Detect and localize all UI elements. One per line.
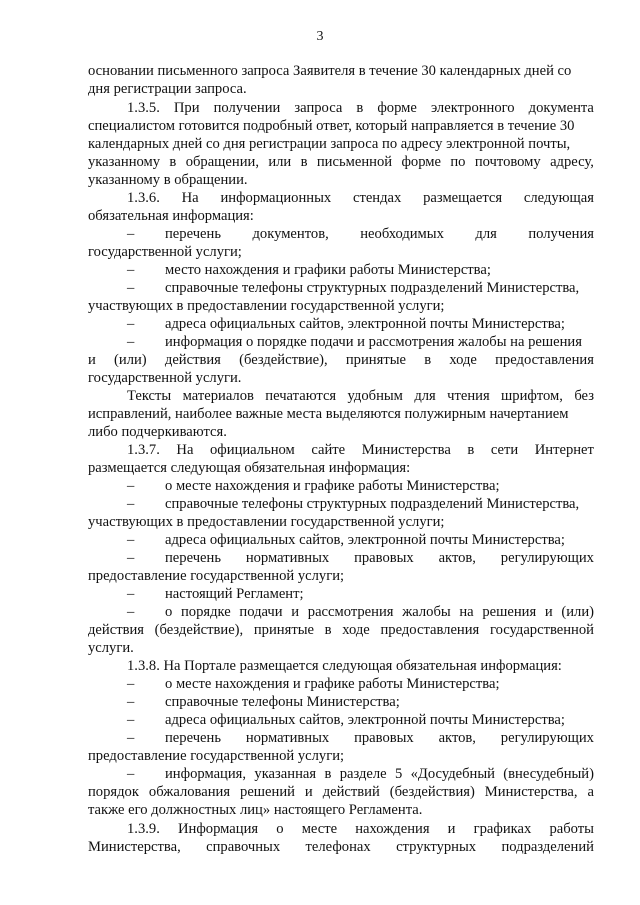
dash-bullet: – [127, 316, 135, 332]
paragraph-1-3-9-first-line [127, 820, 594, 838]
word: перечень [165, 226, 221, 242]
word: (или) [114, 352, 147, 368]
word: электронного [430, 100, 515, 116]
text-line: также его должностных лиц» настоящего Регламента. [88, 802, 423, 818]
word: информационных [220, 190, 332, 206]
text-line: основании письменного запроса Заявителя в течение 30 календарных дней со [88, 63, 572, 79]
word: (внесудебный) [503, 766, 594, 782]
word: 1.3.6. [127, 190, 160, 206]
word: Тексты [127, 388, 172, 404]
word: а [587, 784, 594, 800]
word: графиках [473, 821, 532, 837]
word: 1.3.9. [127, 821, 160, 837]
list-item-text: место нахождения и графики работы Министерства; [165, 262, 491, 278]
word: в [324, 766, 332, 782]
word: получения [528, 226, 594, 242]
text-line: размещается следующая обязательная информация: [88, 460, 411, 476]
word: сети [490, 442, 519, 458]
word: справочных [206, 839, 281, 855]
word: документов, [252, 226, 329, 242]
word: стендах [352, 190, 402, 206]
word: шрифтом, [501, 388, 563, 404]
paragraph-texts-first-line [127, 387, 594, 405]
word: Министерства, [484, 784, 578, 800]
list-item-text [165, 549, 594, 567]
word: (или) [561, 604, 594, 620]
list-item-text [165, 765, 594, 783]
word: указанная [254, 766, 317, 782]
word: 1.3.7. [127, 442, 160, 458]
word: месте [301, 821, 338, 837]
list-item [88, 477, 594, 495]
word: Интернет [534, 442, 594, 458]
dash-bullet: – [127, 550, 135, 566]
text-line: участвующих в предоставлении государственной услуги; [88, 514, 445, 530]
dash-bullet: – [127, 730, 135, 746]
text-line: предоставление государственной услуги; [88, 568, 345, 584]
word: печатаются [265, 388, 337, 404]
text-line [88, 351, 594, 369]
list-item [88, 729, 594, 747]
page-number: 3 [316, 29, 324, 44]
word: получении [213, 100, 281, 116]
word: сайте [311, 442, 346, 458]
word: порядок [88, 784, 139, 800]
word: в [356, 100, 364, 116]
paragraph-1-3-8-first-line: 1.3.8. На Портале размещается следующая обязательная информация: [127, 658, 562, 674]
word: подачи [239, 604, 283, 620]
word: форме [377, 100, 417, 116]
text-line [88, 153, 594, 171]
list-item [88, 711, 594, 729]
text-line: календарных дней со дня регистрации запроса по адресу электронной почты, [88, 136, 571, 152]
word: или [268, 154, 292, 170]
word: (бездействия) [389, 784, 475, 800]
word: подразделений [501, 839, 594, 855]
word: официальном [210, 442, 295, 458]
word: без [574, 388, 594, 404]
word: 1.3.5. [127, 100, 160, 116]
word: и [291, 604, 300, 620]
word: в [300, 154, 308, 170]
word: нормативных [245, 730, 330, 746]
word: письменной [316, 154, 393, 170]
word: рассмотрения [307, 604, 394, 620]
list-item [88, 495, 594, 513]
word: Министерства, [88, 839, 181, 855]
list-item-text: о месте нахождения и графике работы Министерства; [165, 478, 500, 494]
word: в [467, 442, 475, 458]
text-line: государственной услуги. [88, 370, 242, 386]
word: форме [401, 154, 441, 170]
word: действия [88, 622, 144, 638]
text-line: специалистом готовится подробный ответ, который направляется в течение 30 [88, 118, 575, 134]
list-item-text: адреса официальных сайтов, электронной почты Министерства; [165, 532, 565, 548]
list-item-text [165, 225, 594, 243]
word: принятые [345, 352, 406, 368]
word: следующая [523, 190, 594, 206]
list-item [88, 333, 594, 351]
list-item [88, 549, 594, 567]
word: (бездействие), [154, 622, 244, 638]
list-item [88, 261, 594, 279]
word: ходе [342, 622, 370, 638]
word: по [450, 154, 466, 170]
list-item [88, 279, 594, 297]
dash-bullet: – [127, 280, 135, 296]
text-line: либо подчеркиваются. [88, 424, 227, 440]
word: для [475, 226, 497, 242]
dash-bullet: – [127, 712, 135, 728]
list-item [88, 603, 594, 621]
dash-bullet: – [127, 496, 135, 512]
word: разделе [339, 766, 387, 782]
dash-bullet: – [127, 478, 135, 494]
word: нормативных [245, 550, 330, 566]
word: указанному [88, 154, 161, 170]
dash-bullet: – [127, 262, 135, 278]
word: актов, [438, 730, 476, 746]
word: о [165, 604, 173, 620]
word: информация, [165, 766, 247, 782]
list-item [88, 225, 594, 243]
word: актов, [438, 550, 476, 566]
word: предоставления [495, 352, 594, 368]
word: «Досудебный [410, 766, 495, 782]
word: перечень [165, 730, 221, 746]
word: запроса [294, 100, 343, 116]
text-line: исправлений, наиболее важные места выделяются полужирным начертанием [88, 406, 569, 422]
word: ходе [449, 352, 477, 368]
word: документа [528, 100, 594, 116]
word: решения [482, 604, 537, 620]
word: государственной [489, 622, 594, 638]
word: Министерства [361, 442, 451, 458]
word: (бездействие), [239, 352, 328, 368]
word: принятые [253, 622, 314, 638]
list-item [88, 585, 594, 603]
dash-bullet: – [127, 532, 135, 548]
word: и [88, 352, 96, 368]
list-item [88, 675, 594, 693]
paragraph-1-3-6-first-line [127, 189, 594, 207]
word: адресу, [550, 154, 594, 170]
word: структурных [396, 839, 477, 855]
list-item [88, 693, 594, 711]
list-item [88, 765, 594, 783]
list-item-text: адреса официальных сайтов, электронной почты Министерства; [165, 316, 565, 332]
list-item-text: настоящий Регламент; [165, 586, 304, 602]
dash-bullet: – [127, 604, 135, 620]
word: При [173, 100, 200, 116]
word: регулирующих [500, 730, 594, 746]
dash-bullet: – [127, 226, 135, 242]
word: решений [240, 784, 295, 800]
text-line [88, 621, 594, 639]
word: На [181, 190, 199, 206]
list-item [88, 315, 594, 333]
text-line: предоставление государственной услуги; [88, 748, 345, 764]
list-item-text: адреса официальных сайтов, электронной почты Министерства; [165, 712, 565, 728]
list-item-text [165, 603, 594, 621]
list-item [88, 531, 594, 549]
text-line: указанному в обращении. [88, 172, 248, 188]
paragraph-1-3-7-first-line [127, 441, 594, 459]
word: о [276, 821, 284, 837]
list-item-text: справочные телефоны Министерства; [165, 694, 400, 710]
word: в [324, 622, 332, 638]
word: Информация [177, 821, 259, 837]
word: действия [164, 352, 221, 368]
word: действий [322, 784, 380, 800]
word: на [459, 604, 474, 620]
word: предоставления [380, 622, 480, 638]
text-line [88, 783, 594, 801]
word: и [544, 604, 553, 620]
word: правовых [354, 730, 414, 746]
list-item-text: о месте нахождения и графике работы Министерства; [165, 676, 500, 692]
word: необходимых [360, 226, 444, 242]
word: и [447, 821, 456, 837]
text-line [88, 838, 594, 856]
word: материалов [182, 388, 254, 404]
list-item-text: справочные телефоны структурных подразделений Министерства, [165, 280, 580, 296]
word: регулирующих [500, 550, 594, 566]
word: чтения [447, 388, 490, 404]
word: в [424, 352, 432, 368]
word: 5 [394, 766, 403, 782]
word: обращении, [185, 154, 259, 170]
paragraph-1-3-5-first-line [127, 99, 594, 117]
word: На [176, 442, 194, 458]
word: нахождения [355, 821, 430, 837]
text-line: государственной услуги; [88, 244, 242, 260]
word: перечень [165, 550, 221, 566]
list-item-text [165, 729, 594, 747]
dash-bullet: – [127, 586, 135, 602]
text-line: дня регистрации запроса. [88, 81, 247, 97]
dash-bullet: – [127, 766, 135, 782]
list-item-text: справочные телефоны структурных подразделений Министерства, [165, 496, 580, 512]
dash-bullet: – [127, 334, 135, 350]
word: для [414, 388, 436, 404]
word: обжалования [148, 784, 231, 800]
word: порядке [180, 604, 231, 620]
text-line: участвующих в предоставлении государственной услуги; [88, 298, 445, 314]
dash-bullet: – [127, 676, 135, 692]
word: размещается [423, 190, 503, 206]
word: в [169, 154, 177, 170]
list-item-text: информация о порядке подачи и рассмотрения жалобы на решения [165, 334, 582, 350]
word: телефонах [305, 839, 371, 855]
dash-bullet: – [127, 694, 135, 710]
word: удобным [347, 388, 403, 404]
text-line: услуги. [88, 640, 134, 656]
word: правовых [354, 550, 414, 566]
word: работы [549, 821, 594, 837]
word: жалобы [402, 604, 451, 620]
word: и [304, 784, 313, 800]
word: почтовому [474, 154, 541, 170]
text-line: обязательная информация: [88, 208, 254, 224]
